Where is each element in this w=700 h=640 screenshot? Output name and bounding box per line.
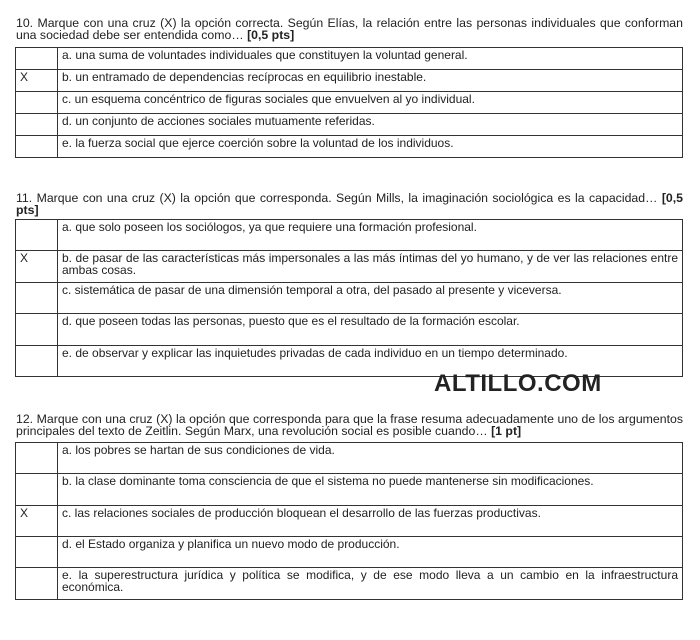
answer-mark-cell[interactable] — [16, 314, 58, 346]
option-text: a. una suma de voluntades individuales que constituyen la voluntad general. — [58, 48, 683, 70]
question-points: [0,5 pts] — [247, 28, 295, 42]
option-text: d. que poseen todas las personas, puesto que es el resultado de la formación escolar. — [58, 314, 683, 346]
question-text: 11. Marque con una cruz (X) la opción que corresponda. Según Mills, la imaginación sociológica es la capacidad… — [16, 191, 658, 205]
option-text: b. de pasar de las características más impersonales a las más íntimas del yo humano, y de ver las relaciones entre ambas cosas. — [58, 251, 683, 283]
question-text: 10. Marque con una cruz (X) la opción correcta. Según Elías, la relación entre las personas individuales que conforman una sociedad debe ser entendida como… — [16, 16, 683, 42]
option-row[interactable] — [16, 283, 683, 314]
option-row[interactable] — [16, 220, 683, 251]
answer-mark-cell[interactable] — [16, 48, 58, 70]
answer-mark-cell[interactable] — [16, 283, 58, 314]
option-row[interactable] — [16, 537, 683, 568]
answer-mark-cell[interactable] — [16, 443, 58, 474]
answer-mark-cell[interactable] — [16, 92, 58, 114]
question-points: [1 pt] — [491, 424, 522, 438]
answer-mark-cell[interactable] — [16, 568, 58, 600]
option-text: e. la superestructura jurídica y política se modifica, y de ese modo lleva a un cambio en la infraestructura económica. — [58, 568, 683, 600]
option-text: c. sistemática de pasar de una dimensión temporal a otra, del pasado al presente y viceversa. — [58, 283, 683, 314]
question-points: [0,5 pts] — [16, 191, 684, 217]
option-row[interactable] — [16, 506, 683, 537]
question-11-options — [15, 219, 683, 377]
question-text: 12. Marque con una cruz (X) la opción que corresponda para que la frase resuma adecuadamente uno de los argumentos principales del texto de Zeitlin. Según Marx, una revolución social es posible cuando… — [16, 412, 683, 438]
question-11-prompt — [16, 192, 683, 216]
answer-mark-cell[interactable]: X — [16, 70, 58, 92]
answer-mark-cell[interactable] — [16, 114, 58, 136]
answer-mark-cell[interactable] — [16, 474, 58, 506]
answer-mark-cell[interactable]: X — [16, 506, 58, 537]
option-row[interactable] — [16, 474, 683, 506]
answer-mark-cell[interactable]: X — [16, 251, 58, 283]
option-text: b. la clase dominante toma consciencia de que el sistema no puede mantenerse sin modificaciones. — [58, 474, 683, 506]
question-12-prompt — [16, 413, 683, 437]
option-text: a. los pobres se hartan de sus condiciones de vida. — [58, 443, 683, 474]
option-row[interactable] — [16, 48, 683, 70]
answer-mark-cell[interactable] — [16, 220, 58, 251]
option-text: d. un conjunto de acciones sociales mutuamente referidas. — [58, 114, 683, 136]
answer-mark-cell[interactable] — [16, 346, 58, 377]
watermark-logo: ALTILLO.COM — [434, 370, 602, 397]
option-row[interactable] — [16, 443, 683, 474]
option-text: e. la fuerza social que ejerce coerción sobre la voluntad de los individuos. — [58, 136, 683, 158]
option-text: e. de observar y explicar las inquietudes privadas de cada individuo en un tiempo determinado. — [58, 346, 683, 377]
question-10-options — [15, 47, 683, 158]
option-text: d. el Estado organiza y planifica un nuevo modo de producción. — [58, 537, 683, 568]
option-row[interactable] — [16, 70, 683, 92]
option-row[interactable] — [16, 92, 683, 114]
question-10-prompt — [16, 17, 683, 41]
option-row[interactable] — [16, 114, 683, 136]
option-text: c. un esquema concéntrico de figuras sociales que envuelven al yo individual. — [58, 92, 683, 114]
option-row[interactable] — [16, 568, 683, 600]
option-text: b. un entramado de dependencias recíprocas en equilibrio inestable. — [58, 70, 683, 92]
option-row[interactable] — [16, 314, 683, 346]
option-text: a. que solo poseen los sociólogos, ya que requiere una formación profesional. — [58, 220, 683, 251]
option-text: c. las relaciones sociales de producción bloquean el desarrollo de las fuerzas productivas. — [58, 506, 683, 537]
option-row[interactable] — [16, 136, 683, 158]
option-row[interactable] — [16, 251, 683, 283]
answer-mark-cell[interactable] — [16, 537, 58, 568]
answer-mark-cell[interactable] — [16, 136, 58, 158]
question-12-options — [15, 442, 683, 600]
